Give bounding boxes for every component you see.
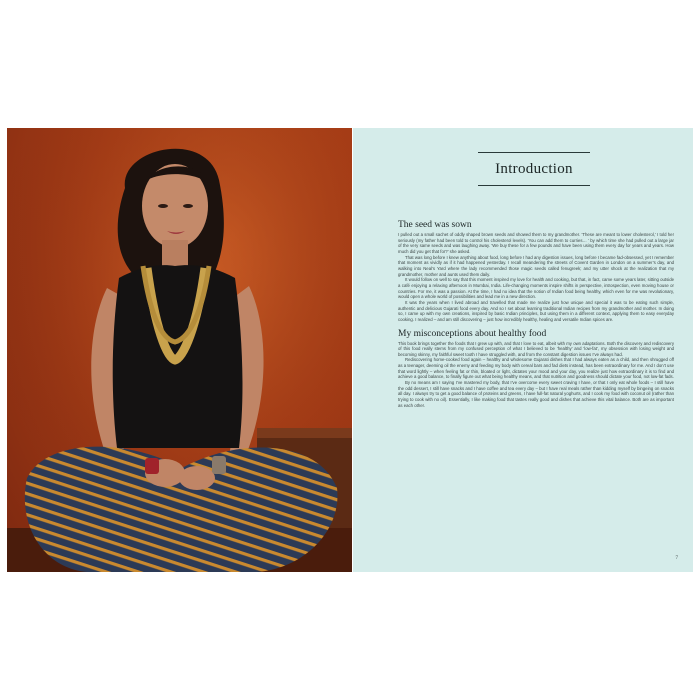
paragraph: I pulled out a small sachet of oddly shaped brown seeds and showed them to my grandmother. ‘These are meant to lower cholesterol,’ I told her seriously (my father had been told to control his cholesterol levels). ‘You can add them to curries… ’ by which time she had pulled out a large jar of the very same seeds and was laughing away. ‘We buy these for a few pounds and have been using them every day for years and years. How much did you get that for?’ she asked. xyxy=(398,232,674,254)
section-heading: My misconceptions about healthy food xyxy=(398,328,547,339)
page-number: 7 xyxy=(675,556,678,561)
author-portrait-photo xyxy=(7,128,352,572)
paragraph: It was the years when I lived abroad and travelled that made me realize just how unique and special it was to be eating such simple, authentic and delicious Gujarati food every day. And so I set about learning traditional Indian recipes from my grandmother and mother. In doing so, I came up with my own creations, inspired by basic Indian principles, but using them in a different context, applying them to easy everyday cooking. I realized – and am still discovering – just how incredibly healthy, healing and versatile Indian spices are. xyxy=(398,299,674,322)
paragraph: That was long before I knew anything about food, long before I had any digestion issues, long before I became fad-obsessed, yet I remember that moment as vividly as if it had happened yesterday. I recall meandering the streets of Covent Garden in London on a summer’s day, and walking into Neal’s Yard where the lady recommended those magic seeds called fenugreek; and my utter shock at the realization that my grandmother, mother and aunts used them daily. xyxy=(398,254,674,277)
body-text xyxy=(398,220,674,408)
page-title-rule xyxy=(478,152,590,186)
paragraph: By no means am I saying I’ve mastered my body, that I’ve overcome every sweet craving I have, or that I only eat whole foods – I still have the odd dessert, I still have snacks and I have coffee and tea every day – but I have real meals rather than kidding myself by bingeing on snacks all day. I always try to get a good balance of proteins and greens, I have full-fat natural yoghurts, and I cook my food with coconut oil (rather than trying to cook with no oil). Essentially, I like making food that tastes really good and dishes that achieve this vital balance. Both are as important as each other. xyxy=(398,380,674,408)
book-spread xyxy=(7,128,693,572)
introduction-page xyxy=(353,128,693,572)
paragraph: This book brings together the foods that I grew up with, and that I love to eat, albeit with my own adaptations. Both the discovery and rediscovery of this food really stems from my confused perception of what I believed to be ‘healthy’ and ‘low-fat’, my obsession with losing weight and becoming skinny, my faithful sweet tooth I have struggled with, and from the constant digestion issues I’ve always had. xyxy=(398,340,674,357)
paragraph: It would follow on well to say that this moment inspired my love for health and cooking, but that, in fact, came some years later, sitting outside a café enjoying a relaxing afternoon in Mumbai, India. Life-changing moments inspire shifts in perspective, introspection, even moving house or countries. For me, it was a passion. At the time, I had no idea that the notion of Indian food being healthy, which even for me was revolutionary, would open a whole world of possibilities and lead me in a new direction. xyxy=(398,277,674,300)
page-title: Introduction xyxy=(495,160,573,177)
paragraph: Rediscovering home-cooked food again – healthy and wholesome Gujarati dishes that I had always eaten as a child, and then shrugged off as a teenager, deeming oil the enemy and feeding my body with cereal bars and fad diets instead, has been extraordinary for me. And I don’t use that word lightly – when feeling fat or thin, bloated or light, dictates your mood and your day, you realize just how extraordinary it is to find and achieve a good balance, to finally figure out what being healthy means, and that nutrition and goodness should dictate your food, not low-fat fads. xyxy=(398,357,674,380)
section-heading: The seed was sown xyxy=(398,220,472,230)
